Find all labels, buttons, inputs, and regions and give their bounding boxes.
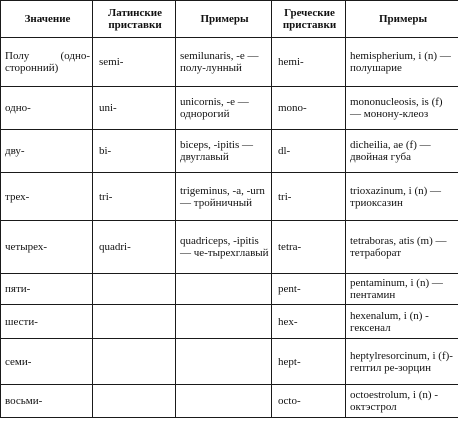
latin-example-cell: trigeminus, -a, -urn — тройничный xyxy=(176,173,272,221)
meaning-cell: Полу (одно-сторонний) xyxy=(1,38,93,87)
table-row xyxy=(1,38,458,87)
latin-example-cell xyxy=(176,385,272,418)
latin-example-cell: biceps, -ipitis — двуглавый xyxy=(176,130,272,173)
latin-example-cell: quadriceps, -ipitis — че-тырехглавый xyxy=(176,221,272,274)
latin-prefix-cell xyxy=(93,274,176,305)
greek-example-cell: dicheilia, ae (f) — двойная губа xyxy=(346,130,458,173)
latin-prefix-cell xyxy=(93,305,176,339)
header-latin-prefixes: Латинские приставки xyxy=(93,1,176,38)
greek-prefix-cell: mono- xyxy=(272,87,346,130)
greek-prefix-cell: dl- xyxy=(272,130,346,173)
latin-prefix-cell: uni- xyxy=(93,87,176,130)
latin-prefix-cell: bi- xyxy=(93,130,176,173)
meaning-cell: пяти- xyxy=(1,274,93,305)
greek-example-cell: hexenalum, i (n) - гексенал xyxy=(346,305,458,339)
greek-example-cell: mononucleosis, is (f) — монону-клеоз xyxy=(346,87,458,130)
greek-prefix-cell: tetra- xyxy=(272,221,346,274)
latin-prefix-cell xyxy=(93,339,176,385)
header-greek-prefixes: Греческие приставки xyxy=(272,1,346,38)
greek-prefix-cell: hemi- xyxy=(272,38,346,87)
latin-example-cell xyxy=(176,339,272,385)
greek-prefix-cell: pent- xyxy=(272,274,346,305)
meaning-cell: одно- xyxy=(1,87,93,130)
greek-prefix-cell: hept- xyxy=(272,339,346,385)
latin-prefix-cell xyxy=(93,385,176,418)
greek-prefix-cell: octo- xyxy=(272,385,346,418)
latin-prefix-cell: tri- xyxy=(93,173,176,221)
meaning-cell: четырех- xyxy=(1,221,93,274)
table-row xyxy=(1,305,458,339)
latin-example-cell xyxy=(176,305,272,339)
header-meaning: Значение xyxy=(1,1,93,38)
latin-example-cell: semilunaris, -e — полу-лунный xyxy=(176,38,272,87)
table-row xyxy=(1,221,458,274)
table-row xyxy=(1,339,458,385)
meaning-cell: восьми- xyxy=(1,385,93,418)
greek-example-cell: octoestrolum, i (n) - октэстрол xyxy=(346,385,458,418)
table-row xyxy=(1,385,458,418)
greek-example-cell: tetraboras, atis (m) — тетраборат xyxy=(346,221,458,274)
greek-example-cell: pentaminum, i (n) — пентамин xyxy=(346,274,458,305)
table-row xyxy=(1,130,458,173)
greek-example-cell: trioxazinum, i (n) — триоксазин xyxy=(346,173,458,221)
header-row xyxy=(1,1,458,38)
header-greek-examples: Примеры xyxy=(346,1,458,38)
latin-example-cell xyxy=(176,274,272,305)
latin-prefix-cell: quadri- xyxy=(93,221,176,274)
greek-prefix-cell: hex- xyxy=(272,305,346,339)
meaning-cell: дву- xyxy=(1,130,93,173)
table-row xyxy=(1,87,458,130)
header-latin-examples: Примеры xyxy=(176,1,272,38)
greek-example-cell: hemispherium, i (n) — полушарие xyxy=(346,38,458,87)
meaning-cell: шести- xyxy=(1,305,93,339)
table-row xyxy=(1,173,458,221)
meaning-cell: трех- xyxy=(1,173,93,221)
meaning-cell: семи- xyxy=(1,339,93,385)
greek-prefix-cell: tri- xyxy=(272,173,346,221)
table-row xyxy=(1,274,458,305)
greek-example-cell: heptylresorcinum, i (f)- гептил ре-зорцин xyxy=(346,339,458,385)
latin-prefix-cell: semi- xyxy=(93,38,176,87)
latin-example-cell: unicornis, -e — однорогий xyxy=(176,87,272,130)
